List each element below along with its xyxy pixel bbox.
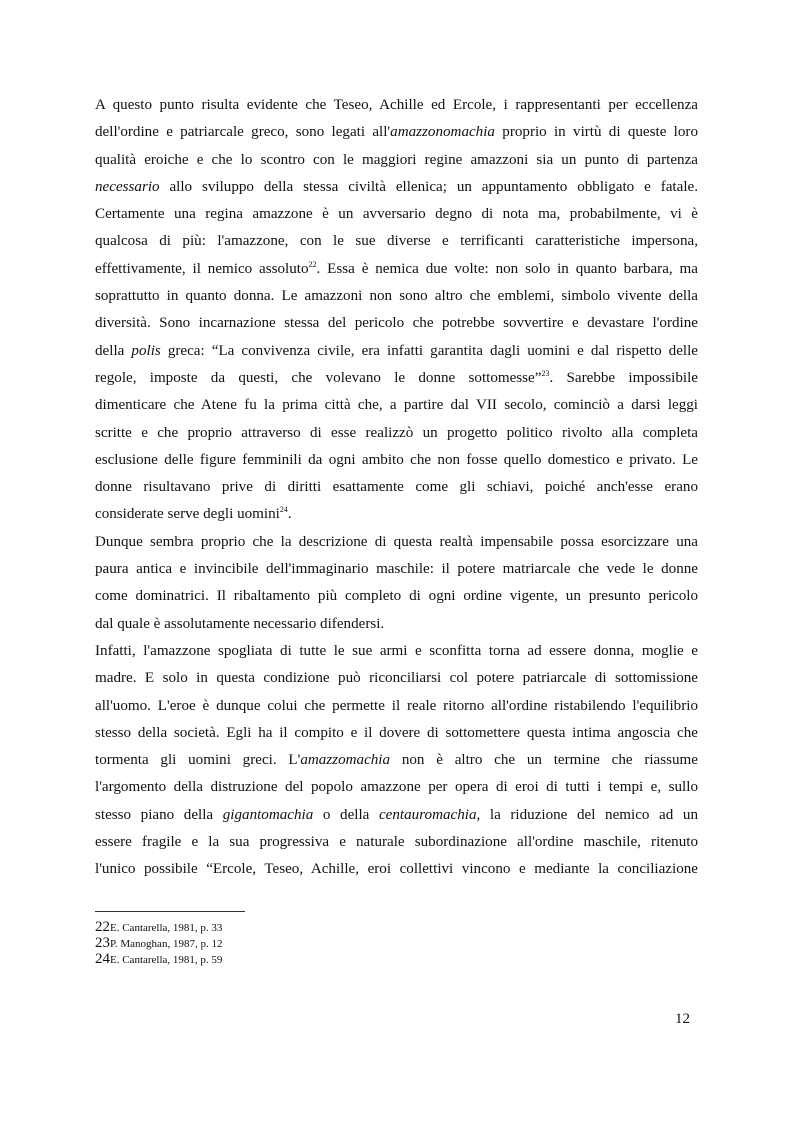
footnote-number: 22 <box>95 919 110 935</box>
text-run: Dunque sembra proprio che la descrizione di questa realtà impensabile possa esorcizzare una <box>95 533 698 550</box>
text-run: dell'ordine e patriarcale greco, sono legati all' <box>95 124 391 141</box>
text-run: dal quale è assolutamente necessario difendersi. <box>95 615 385 632</box>
text-run: diversità. Sono incarnazione stessa del pericolo che potrebbe sovvertire e devastare l'ordine <box>95 315 698 332</box>
text-run: qualcosa di più: l'amazzone, con le sue diverse e terrificanti caratteristiche impersona, <box>95 233 698 250</box>
footnote-ref: 23 <box>541 368 550 378</box>
text-run: soprattutto in quanto donna. Le amazzoni non sono altro che emblemi, simbolo vivente della <box>95 288 698 305</box>
text-run: non è altro che un termine che riassume <box>390 752 698 769</box>
text-run: scritte e che proprio attraverso di esse realizzò un progetto politico rivolto alla completa <box>95 424 698 441</box>
text-line <box>95 856 698 883</box>
text-run: come dominatrici. Il ribaltamento più completo di ogni ordine vigente, un presunto pericolo <box>95 588 698 605</box>
text-run: . Essa è nemica due volte: non solo in quanto barbara, ma <box>316 260 698 277</box>
text-run: dimenticare che Atene fu la prima città che, a partire dal VII secolo, cominciò a darsi leggi <box>95 397 698 414</box>
text-run: . Sarebbe impossibile <box>549 369 698 386</box>
text-run: stesso piano della <box>95 806 223 823</box>
text-run: Certamente una regina amazzone è un avversario degno di nota ma, probabilmente, vi è <box>95 206 698 223</box>
italic-term: amazzomachia <box>300 752 391 769</box>
text-run: della <box>95 342 132 359</box>
text-run: l'unico possibile “Ercole, Teseo, Achille, eroi collettivi vincono e mediante la conciliazione <box>95 861 698 878</box>
text-line <box>95 774 698 801</box>
text-run: , la riduzione del nemico ad un <box>476 806 698 823</box>
text-line <box>95 747 698 774</box>
text-line <box>95 583 698 610</box>
text-line <box>95 365 698 392</box>
text-run: paura antica e invincibile dell'immaginario maschile: il potere matriarcale che vede le donne <box>95 561 698 578</box>
text-line <box>95 338 698 365</box>
footnotes <box>95 919 222 967</box>
italic-term: necessario <box>95 178 160 195</box>
footnote-number: 23 <box>95 935 110 951</box>
text-line <box>95 447 698 474</box>
text-run: qualità eroiche e che lo scontro con le maggiori regine amazzoni sia un punto di partenza <box>95 151 698 168</box>
footnote-number: 24 <box>95 951 110 967</box>
italic-term: polis <box>131 342 161 359</box>
footnote-separator <box>95 911 245 912</box>
text-line <box>95 420 698 447</box>
text-line <box>95 119 698 146</box>
text-line <box>95 256 698 283</box>
text-line <box>95 802 698 829</box>
page-number: 12 <box>675 1011 690 1027</box>
text-line <box>95 310 698 337</box>
footnote-ref: 24 <box>279 505 288 515</box>
text-line <box>95 174 698 201</box>
text-run: Infatti, l'amazzone spogliata di tutte le sue armi e sconfitta torna ad essere donna, moglie e <box>95 642 698 659</box>
text-line <box>95 228 698 255</box>
footnote <box>95 935 222 951</box>
text-line <box>95 92 698 119</box>
text-line <box>95 556 698 583</box>
text-run: stesso della società. Egli ha il compito e il dovere di sottomettere questa intima angoscia che <box>95 724 698 741</box>
text-line <box>95 474 698 501</box>
text-line <box>95 720 698 747</box>
text-run: essere fragile e la sua progressiva e naturale subordinazione all'ordine maschile, ritenuto <box>95 834 698 851</box>
text-line <box>95 693 698 720</box>
text-run: donne risultavano prive di diritti esattamente come gli schiavi, poiché anch'esse erano <box>95 479 698 496</box>
body-text <box>95 92 698 884</box>
text-run: esclusione delle figure femminili da ogni ambito che non fosse quello domestico e privato. Le <box>95 451 698 468</box>
text-line <box>95 283 698 310</box>
text-line <box>95 638 698 665</box>
text-line <box>95 611 698 638</box>
text-line <box>95 829 698 856</box>
footnote-text: E. Cantarella, 1981, p. 33 <box>110 922 223 934</box>
footnote-text: E. Cantarella, 1981, p. 59 <box>110 954 223 966</box>
text-run: . <box>287 506 292 523</box>
text-run: regole, imposte da questi, che volevano le donne sottomesse” <box>95 369 542 386</box>
footnote <box>95 919 222 935</box>
text-run: allo sviluppo della stessa civiltà ellenica; un appuntamento obbligato e fatale. <box>159 178 698 195</box>
text-line <box>95 665 698 692</box>
text-run: A questo punto risulta evidente che Teseo, Achille ed Ercole, i rappresentanti per eccellenza <box>95 97 698 113</box>
text-run: greca: “La convivenza civile, era infatti garantita dagli uomini e dal rispetto delle <box>160 342 698 359</box>
text-line <box>95 392 698 419</box>
italic-term: amazzonomachia <box>390 124 495 141</box>
text-run: madre. E solo in questa condizione può riconciliarsi col potere patriarcale di sottomissione <box>95 670 698 687</box>
text-run: o della <box>313 806 379 823</box>
text-run: l'argomento della distruzione del popolo amazzone per opera di eroi di tutti i tempi e, sullo <box>95 779 698 796</box>
text-run: all'uomo. L'eroe è dunque colui che permette il reale ritorno all'ordine ristabilendo l'equilibrio <box>95 697 698 714</box>
text-run: considerate serve degli uomini <box>95 506 280 523</box>
text-run: effettivamente, il nemico assoluto <box>95 260 309 277</box>
text-run: proprio in virtù di queste loro <box>494 124 698 141</box>
footnote-text: P. Manoghan, 1987, p. 12 <box>110 938 223 950</box>
footnote-ref: 22 <box>308 259 317 269</box>
text-line <box>95 529 698 556</box>
text-run: tormenta gli uomini greci. L' <box>95 752 301 769</box>
text-line <box>95 501 698 528</box>
text-line <box>95 147 698 174</box>
text-line <box>95 201 698 228</box>
footnote <box>95 951 222 967</box>
italic-term: centauromachia <box>378 806 477 823</box>
italic-term: gigantomachia <box>222 806 314 823</box>
